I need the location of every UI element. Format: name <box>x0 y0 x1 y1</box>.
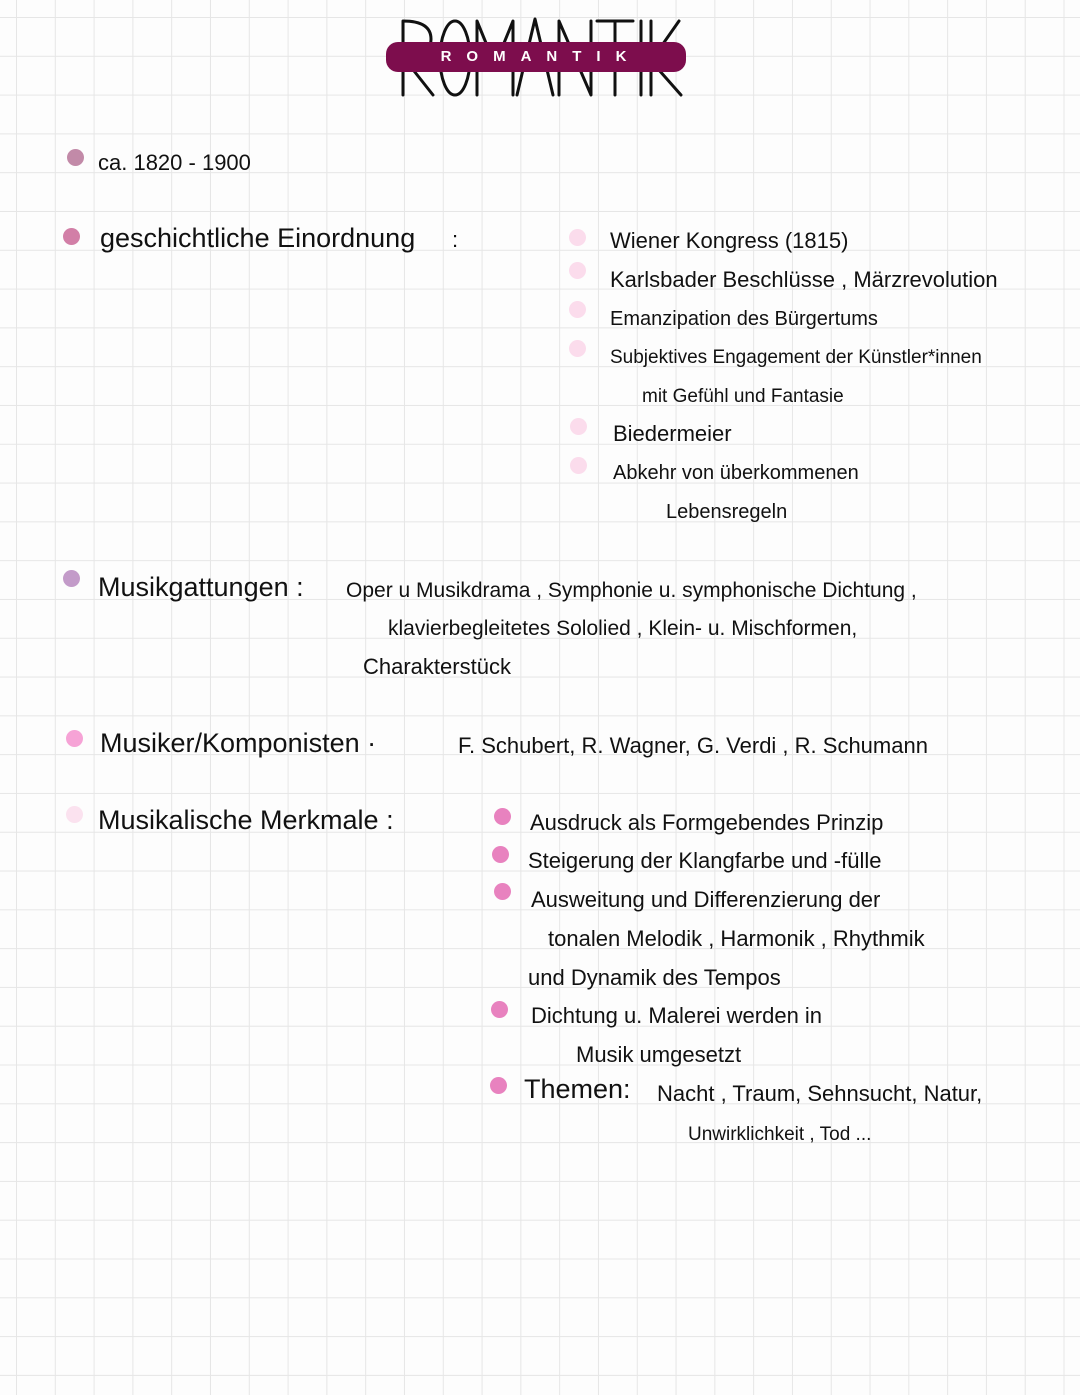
feature-line: Musik umgesetzt <box>576 1042 742 1067</box>
bullet-icon <box>490 1077 507 1094</box>
bullet-icon <box>569 340 586 357</box>
history-item-cont: Lebensregeln <box>666 501 788 523</box>
genres-line: klavierbegleitetes Sololied , Klein- u. Mischformen, <box>388 617 858 640</box>
history-item: Karlsbader Beschlüsse , Märzrevolution <box>610 267 998 292</box>
bullet-icon <box>63 570 80 587</box>
feature-themes-label: Themen: <box>524 1074 631 1104</box>
composers-value: F. Schubert, R. Wagner, G. Verdi , R. Schumann <box>458 733 928 758</box>
bullet-icon <box>569 262 586 279</box>
bullet-icon <box>63 228 80 245</box>
bullet-icon <box>492 846 509 863</box>
genres-label: Musikgattungen : <box>98 572 304 602</box>
bullet-icon <box>494 808 511 825</box>
feature-line: Unwirklichkeit , Tod ... <box>688 1124 872 1145</box>
bullet-icon <box>569 301 586 318</box>
bullet-icon <box>67 149 84 166</box>
period: ca. 1820 - 1900 <box>98 150 251 175</box>
feature-line: Nacht , Traum, Sehnsucht, Natur, <box>657 1081 983 1106</box>
history-sep: : <box>452 227 459 252</box>
composers-label: Musiker/Komponisten · <box>100 728 377 758</box>
bullet-icon <box>569 229 586 246</box>
history-item: Abkehr von überkommenen <box>613 462 859 484</box>
history-item: Wiener Kongress (1815) <box>610 228 849 253</box>
genres-line: Charakterstück <box>363 654 511 679</box>
history-item: Subjektives Engagement der Künstler*innen <box>610 347 982 368</box>
bullet-icon <box>66 730 83 747</box>
history-label: geschichtliche Einordnung <box>100 223 416 253</box>
bullet-icon <box>570 418 587 435</box>
feature-line: Dichtung u. Malerei werden in <box>531 1003 823 1028</box>
history-item: Biedermeier <box>613 421 732 446</box>
feature-line: Ausweitung und Differenzierung der <box>531 887 881 912</box>
bullet-icon <box>66 806 83 823</box>
feature-line: tonalen Melodik , Harmonik , Rhythmik <box>548 926 925 951</box>
bullet-icon <box>494 883 511 900</box>
title-banner: ROMANTIK <box>386 42 686 72</box>
genres-line: Oper u Musikdrama , Symphonie u. symphonische Dichtung , <box>346 579 917 602</box>
history-item: Emanzipation des Bürgertums <box>610 308 878 330</box>
bullet-icon <box>491 1001 508 1018</box>
features-label: Musikalische Merkmale : <box>98 805 394 835</box>
history-item-cont: mit Gefühl und Fantasie <box>642 386 844 407</box>
feature-line: und Dynamik des Tempos <box>528 965 781 990</box>
feature-line: Ausdruck als Formgebendes Prinzip <box>530 810 884 835</box>
feature-line: Steigerung der Klangfarbe und -fülle <box>528 848 882 873</box>
bullet-icon <box>570 457 587 474</box>
